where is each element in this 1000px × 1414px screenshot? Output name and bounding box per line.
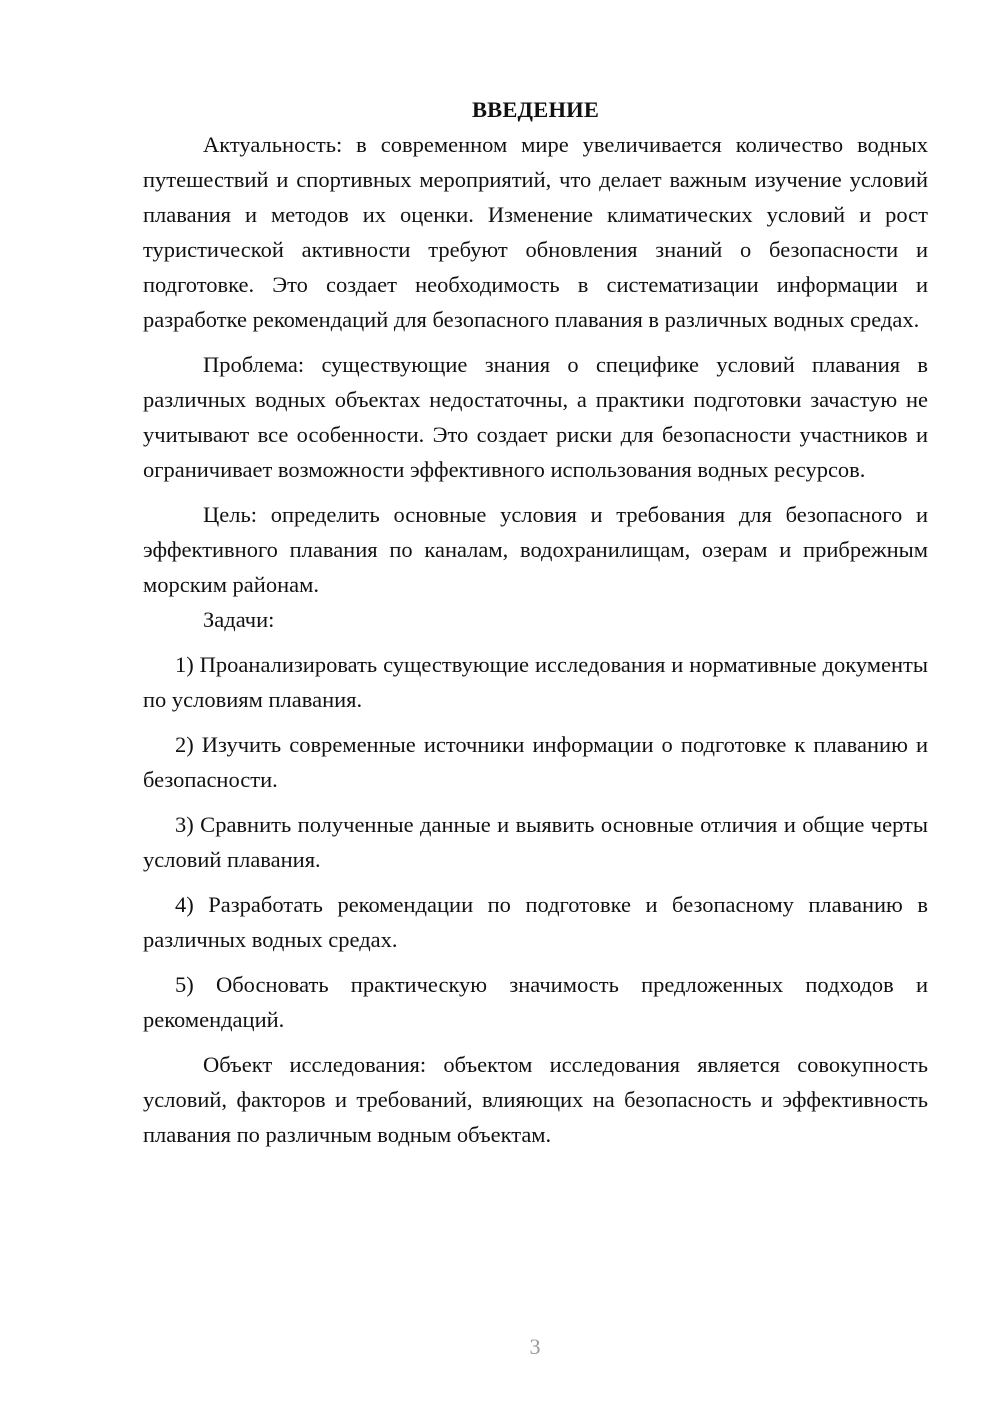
- list-item-task-2: 2) Изучить современные источники информации о подготовке к плаванию и безопасности.: [143, 732, 928, 792]
- paragraph-relevance: Актуальность: в современном мире увеличивается количество водных путешествий и спортивных мероприятий, что делает важным изучение условий плавания и методов их оценки. Изменение климатических условий и рост туристической активности требуют обновления знаний о безопасности и подготовке. Это создает необходимость в систематизации информации и разработке рекомендаций для безопасного плавания в различных водных средах.: [143, 132, 928, 332]
- list-item-task-1: 1) Проанализировать существующие исследования и нормативные документы по условиям плавания.: [143, 652, 928, 712]
- page-content: [143, 92, 928, 1152]
- page-number: 3: [529, 1334, 541, 1359]
- list-item-task-5: 5) Обосновать практическую значимость предложенных подходов и рекомендаций.: [143, 972, 928, 1032]
- tasks-label: Задачи:: [203, 607, 275, 632]
- list-item-task-4: 4) Разработать рекомендации по подготовке и безопасному плаванию в различных водных средах.: [143, 892, 928, 952]
- paragraph-object: Объект исследования: объектом исследования является совокупность условий, факторов и требований, влияющих на безопасность и эффективность плавания по различным водным объектам.: [143, 1052, 928, 1147]
- paragraph-goal: Цель: определить основные условия и требования для безопасного и эффективного плавания по каналам, водохранилищам, озерам и прибрежным морским районам.: [143, 502, 928, 597]
- paragraph-problem: Проблема: существующие знания о специфике условий плавания в различных водных объектах недостаточны, а практики подготовки зачастую не учитывают все особенности. Это создает риски для безопасности участников и ограничивает возможности эффективного использования водных ресурсов.: [143, 352, 928, 482]
- list-item-task-3: 3) Сравнить полученные данные и выявить основные отличия и общие черты условий плавания.: [143, 812, 928, 872]
- page-title: ВВЕДЕНИЕ: [471, 97, 600, 122]
